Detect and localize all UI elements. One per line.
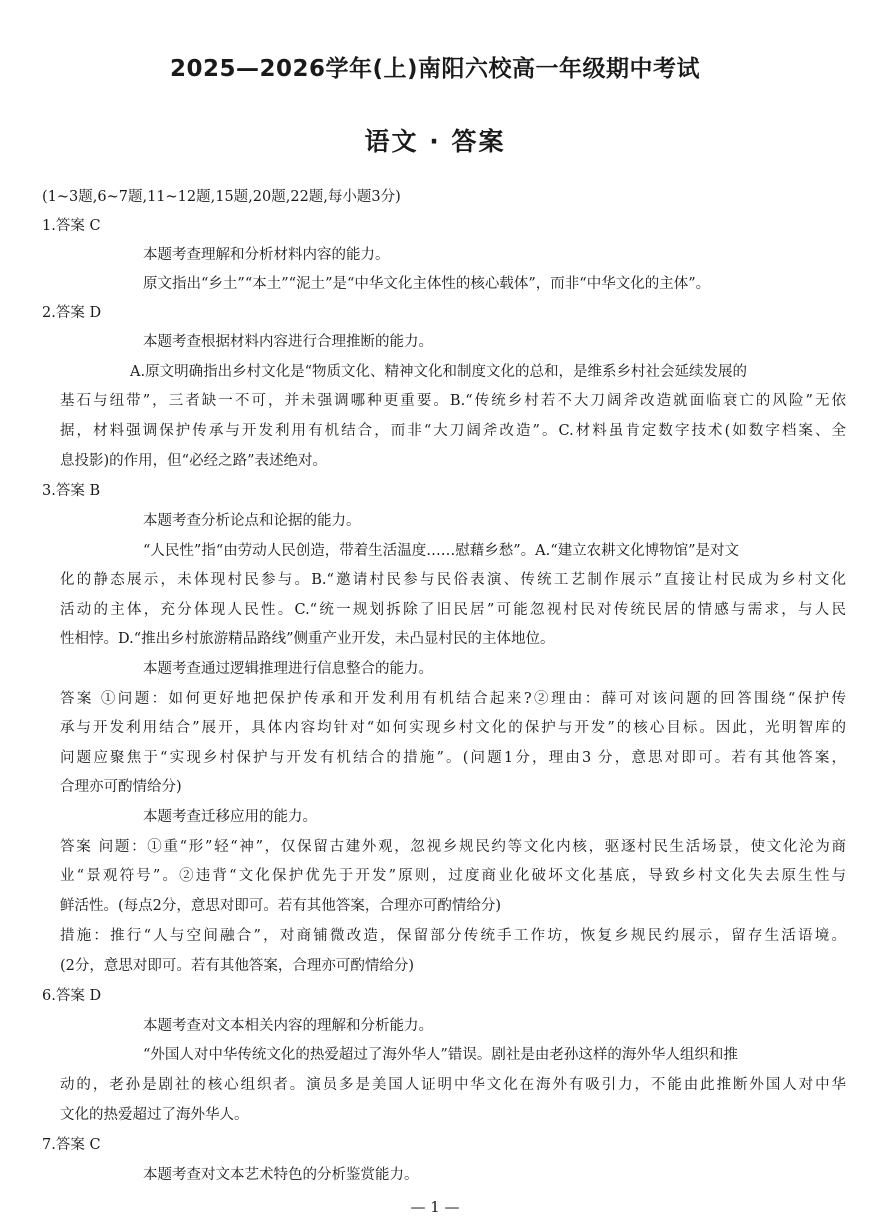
answer-5-line-1: 答案 问题：①重“形”轻“神”，仅保留古建外观，忽视乡规民约等文化内核，驱逐村民生活场景，使文化沦为商 [60, 839, 846, 855]
answer-4-line-3: 问题应聚焦于“实现乡村保护与开发有机结合的措施”。(问题1分，理由3 分，意思对即可。若有其他答案， [60, 750, 846, 766]
answer-2-skill: 本题考查根据材料内容进行合理推断的能力。 [143, 334, 433, 350]
answer-6-explanation-line-2: 动的，老孙是剧社的核心组织者。演员多是美国人证明中华文化在海外有吸引力，不能由此推断外国人对中华 [60, 1077, 846, 1093]
answer-7-heading: 7.答案 C [42, 1137, 101, 1153]
answer-5-skill: 本题考查迁移应用的能力。 [143, 809, 317, 825]
page-number: — 1 — [410, 1198, 460, 1216]
answer-2-heading: 2.答案 D [42, 305, 102, 321]
answer-6-explanation-line-1: “外国人对中华传统文化的热爱超过了海外华人”错误。剧社是由老孙这样的海外华人组织和推 [143, 1047, 738, 1063]
answer-4-line-2: 承与开发利用结合”展开，具体内容均针对“如何实现乡村文化的保护与开发”的核心目标。因此，光明智库的 [60, 720, 846, 736]
answer-4-line-4: 合理亦可酌情给分) [60, 779, 182, 795]
answer-3-explanation-line-4: 性相悖。D.“推出乡村旅游精品路线”侧重产业开发，未凸显村民的主体地位。 [60, 631, 555, 647]
exam-title: 2025—2026学年(上)南阳六校高一年级期中考试 [169, 56, 701, 82]
answer-2-explanation-line-4: 息投影)的作用，但“必经之路”表述绝对。 [60, 453, 327, 469]
answer-6-heading: 6.答案 D [42, 988, 102, 1004]
answer-7-skill: 本题考查对文本艺术特色的分析鉴赏能力。 [143, 1167, 419, 1183]
answer-5-measures: 措施：推行“人与空间融合”，对商铺微改造，保留部分传统手工作坊，恢复乡规民约展示，留存生活语境。 [60, 928, 846, 944]
answer-5-line-2: 业“景观符号”。②违背“文化保护优先于开发”原则，过度商业化破坏文化基底，导致乡村文化失去原生性与 [60, 868, 846, 884]
answer-5-line-3: 鲜活性。(每点2分，意思对即可。若有其他答案，合理亦可酌情给分) [60, 898, 502, 914]
answer-3-explanation-line-3: 活动的主体，充分体现人民性。C.“统一规划拆除了旧民居”可能忽视村民对传统民居的情感与需求，与人民 [60, 602, 846, 618]
answer-6-skill: 本题考查对文本相关内容的理解和分析能力。 [143, 1018, 433, 1034]
answer-6-explanation-line-3: 文化的热爱超过了海外华人。 [60, 1107, 249, 1123]
answer-3-explanation-line-1: “人民性”指“由劳动人民创造，带着生活温度……慰藉乡愁”。A.“建立农耕文化博物馆”是对文 [143, 543, 740, 559]
answer-1-explanation: 原文指出“乡土”“本土”“泥土”是“中华文化主体性的核心载体”，而非“中华文化的主体”。 [143, 276, 711, 292]
answer-1-heading: 1.答案 C [42, 218, 101, 234]
answer-3-explanation-line-2: 化的静态展示，未体现村民参与。B.“邀请村民参与民俗表演、传统工艺制作展示”直接让村民成为乡村文化 [60, 572, 846, 588]
answer-4-skill: 本题考查通过逻辑推理进行信息整合的能力。 [143, 661, 433, 677]
answer-3-heading: 3.答案 B [42, 483, 101, 499]
answer-2-explanation-line-2: 基石与纽带”，三者缺一不可，并未强调哪种更重要。B.“传统乡村若不大刀阔斧改造就面临衰亡的风险”无依 [60, 393, 846, 409]
answer-2-explanation-line-3: 据，材料强调保护传承与开发利用有机结合，而非“大刀阔斧改造”。C.材料虽肯定数字技术(如数字档案、全 [60, 423, 846, 439]
score-note: (1~3题,6~7题,11~12题,15题,20题,22题,每小题3分) [42, 189, 401, 205]
answer-3-skill: 本题考查分析论点和论据的能力。 [143, 513, 361, 529]
answer-4-line-1: 答案 ①问题：如何更好地把保护传承和开发利用有机结合起来?②理由：薛可对该问题的回答围绕“保护传 [60, 691, 846, 707]
answer-5-measures-score: (2分，意思对即可。若有其他答案，合理亦可酌情给分) [60, 958, 415, 974]
answer-2-explanation-line-1: A.原文明确指出乡村文化是“物质文化、精神文化和制度文化的总和，是维系乡村社会延续发展的 [130, 364, 747, 380]
answer-1-skill: 本题考查理解和分析材料内容的能力。 [143, 247, 390, 263]
exam-subtitle: 语文 · 答案 [364, 127, 506, 156]
